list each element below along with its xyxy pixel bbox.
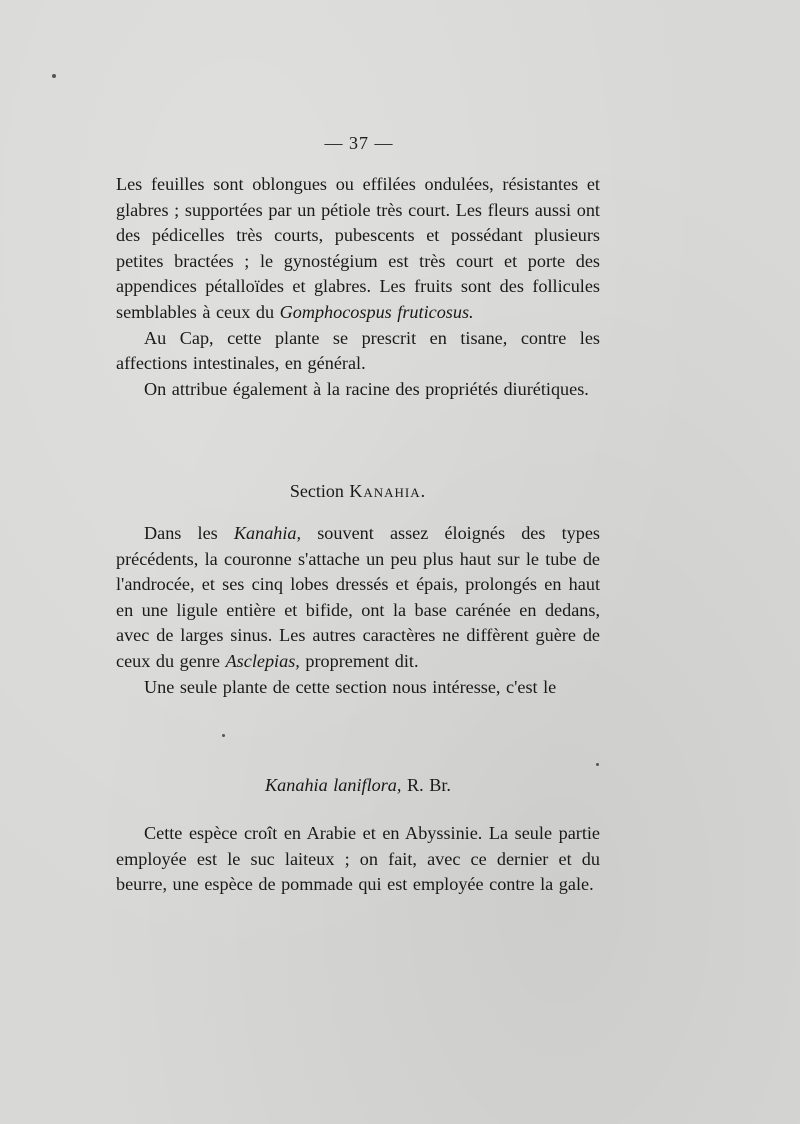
text-block-upper [116, 172, 600, 402]
paper-speck [52, 74, 56, 78]
text-block-lower [116, 821, 600, 898]
text-block-middle [116, 521, 600, 700]
genus-name-kanahia: Kanahia, [233, 523, 302, 543]
paragraph-cap-usage: Au Cap, cette plante se prescrit en tisane, contre les affections intestinales, en général. [116, 327, 600, 374]
species-name-gomphocospus: Gomphocospus fruticosus. [279, 301, 474, 322]
paragraph-root-properties: On attribue également à la racine des propriétés diurétiques. [144, 378, 589, 399]
paragraph-leaves-description [116, 172, 600, 326]
paragraph-species-usage: Cette espèce croît en Arabie et en Abyssinie. La seule partie employée est le suc laiteux ; on fait, avec ce dernier et du beurre, une espèce de pommade qui est employée contre la gale. [116, 823, 600, 895]
genus-name-asclepias: Asclepias, [225, 650, 300, 671]
paragraph-text: Dans les [144, 523, 234, 543]
page-number: — 37 — [324, 133, 394, 153]
species-heading-name: Kanahia laniflora, [265, 775, 402, 795]
species-heading [116, 773, 600, 799]
section-heading-prefix: Section [289, 481, 344, 501]
species-heading-author: R. Br. [401, 775, 451, 795]
paper-speck [222, 734, 225, 737]
paragraph-kanahia-description [116, 521, 600, 675]
paragraph-text: proprement dit. [299, 650, 419, 671]
section-heading [116, 479, 600, 505]
paper-speck [596, 763, 599, 766]
paragraph-text: souvent assez éloignés des types précédents, la couronne s'attache un peu plus haut sur le tube de l'androcée, et ses cinq lobes dressés et épais, prolongés en haut en une ligule entière et bifide, ont la base carénée en dedans, avec de larges sinus. Les autres caractères ne diffèrent guère de ceux du genre [116, 523, 600, 671]
paragraph-single-plant: Une seule plante de cette section nous intéresse, c'est le [144, 676, 557, 697]
paragraph-text: Les feuilles sont oblongues ou effilées ondulées, résistantes et glabres ; supportées par un pétiole très court. Les fleurs aussi ont des pédicelles très courts, pubescents et possédant plusieurs petites bractées ; le gynostégium est très court et porte des appendices pétalloïdes et glabres. Les fruits sont des follicules semblables à ceux du [116, 174, 600, 322]
section-heading-name: Kanahia. [349, 481, 427, 501]
